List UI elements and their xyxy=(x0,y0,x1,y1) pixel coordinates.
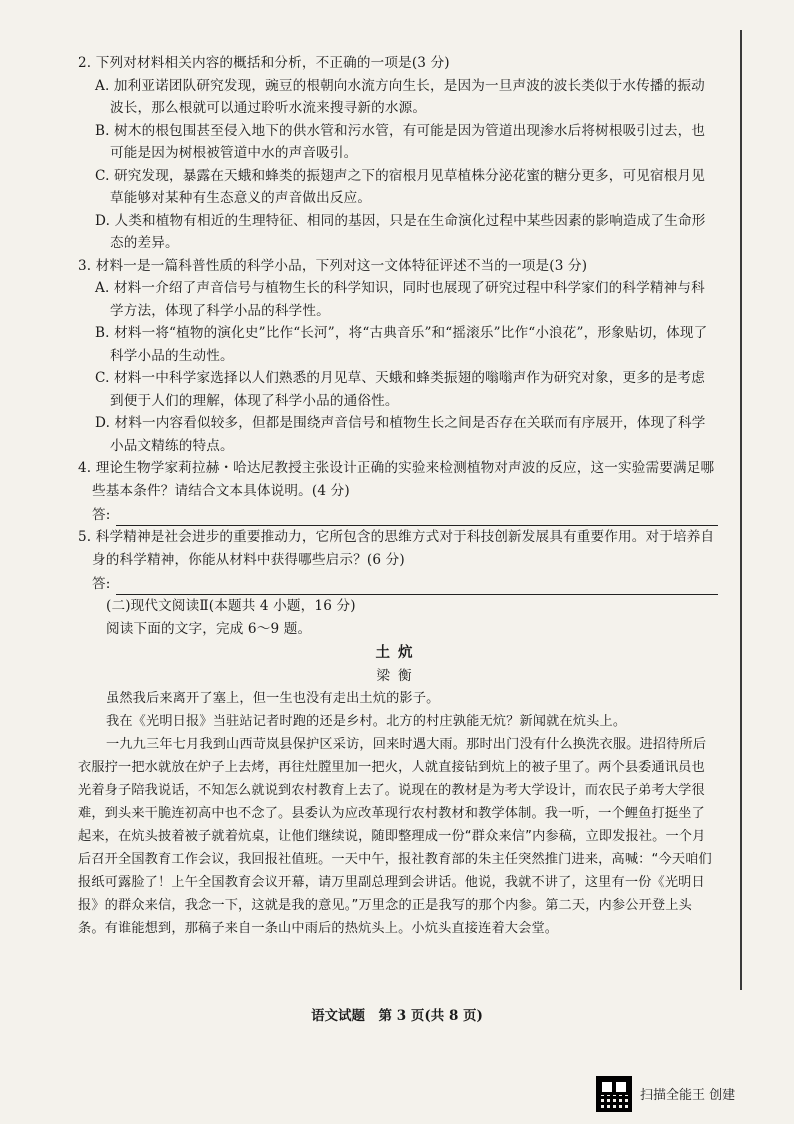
question-stem: 4. 理论生物学家莉拉赫・哈达尼教授主张设计正确的实验来检测植物对声波的反应，这一实验需要满足哪些基本条件？请结合文本具体说明。(4 分) xyxy=(78,460,715,499)
option-d: D. 人类和植物有相近的生理特征、相同的基因，只是在生命演化过程中某些因素的影响造成了生命形态的差异。 xyxy=(95,212,706,251)
exam-content xyxy=(78,52,718,940)
option-b: B. 材料一将“植物的演化史”比作“长河”，将“古典音乐”和“摇滚乐”比作“小浪花”，形象贴切，体现了科学小品的生动性。 xyxy=(95,325,708,364)
answer-line xyxy=(116,509,718,526)
section-heading: (二)现代文阅读Ⅱ(本题共 4 小题，16 分) xyxy=(106,598,356,614)
qr-code-icon xyxy=(596,1076,632,1112)
option-b: B. 树木的根包围甚至侵入地下的供水管和污水管，有可能是因为管道出现渗水后将树根吸引过去，也可能是因为树根被管道中水的声音吸引。 xyxy=(95,122,706,161)
question-2 xyxy=(78,52,718,255)
answer-area[interactable] xyxy=(78,502,718,526)
article-title: 土炕 xyxy=(375,644,421,661)
option-a: A. 加利亚诺团队研究发现，豌豆的根朝向水流方向生长，是因为一旦声波的波长类似于水传播的振动波长，那么根就可以通过聆听水流来搜寻新的水源。 xyxy=(95,77,705,116)
article-paragraph: 虽然我后来离开了塞上，但一生也没有走出土炕的影子。 xyxy=(106,691,440,706)
article-paragraph: 一九九三年七月我到山西苛岚县保护区采访，回来时遇大雨。那时出门没有什么换洗衣服。进招待所后衣服拧一把水就放在炉子上去烤，再往灶膛里加一把火，人就直接钻到炕上的被子里了。两个县委通讯员也光着身子陪我说话，不知怎么就说到农村教育上去了。说现在的教材是为考大学设计，而农民子弟考大学很难，到头来干脆连初高中也不念了。县委认为应改革现行农村教材和教学体制。我一听，一个鲤鱼打挺坐了起来，在炕头披着被子就着炕桌，让他们继续说，随即整理成一份“群众来信”内参稿，立即发报社。一个月后召开全国教育工作会议，我回报社值班。一天中午，报社教育部的朱主任突然推门进来，高喊：“今天咱们报纸可露脸了！上午全国教育会议开幕，请万里副总理到会讲话。他说，我就不讲了，这里有一份《光明日报》的群众来信，我念一下，这就是我的意见。”万里念的正是我写的那个内参。第二天，内参公开登上头条。有谁能想到，那稿子来自一条山中雨后的热炕头上。小炕头直接连着大会堂。 xyxy=(78,737,712,936)
option-c: C. 材料一中科学家选择以人们熟悉的月见草、天蛾和蜂类振翅的嗡嗡声作为研究对象，更多的是考虑到便于人们的理解，体现了科学小品的通俗性。 xyxy=(95,370,705,409)
article-author: 梁衡 xyxy=(376,667,420,684)
article-paragraph: 我在《光明日报》当驻站记者时跑的还是乡村。北方的村庄孰能无炕？新闻就在炕头上。 xyxy=(106,714,627,729)
section-instruction: 阅读下面的文字，完成 6～9 题。 xyxy=(106,620,312,637)
answer-line xyxy=(116,578,718,595)
page-edge-line xyxy=(740,30,742,990)
question-3 xyxy=(78,255,718,458)
question-stem: 2. 下列对材料相关内容的概括和分析，不正确的一项是(3 分) xyxy=(78,55,450,71)
answer-label: 答: xyxy=(92,575,111,592)
question-stem: 5. 科学精神是社会进步的重要推动力，它所包含的思维方式对于科技创新发展具有重要作用。对于培养自身的科学精神，你能从材料中获得哪些启示？(6 分) xyxy=(78,529,715,568)
question-stem: 3. 材料一是一篇科普性质的科学小品，下列对这一文体特征评述不当的一项是(3 分) xyxy=(78,257,588,274)
question-5 xyxy=(78,526,718,595)
article-body xyxy=(78,687,718,940)
scanner-watermark: 扫描全能王 创建 xyxy=(640,1088,736,1103)
answer-area[interactable] xyxy=(78,571,718,595)
answer-label: 答: xyxy=(92,506,111,523)
page-footer: 语文试题 第 3 页(共 8 页) xyxy=(311,1008,483,1024)
option-a: A. 材料一介绍了声音信号与植物生长的科学知识，同时也展现了研究过程中科学家们的科学精神与科学方法，体现了科学小品的科学性。 xyxy=(95,280,705,319)
option-c: C. 研究发现，暴露在天蛾和蜂类的振翅声之下的宿根月见草植株分泌花蜜的糖分更多，可见宿根月见草能够对某种有生态意义的声音做出反应。 xyxy=(95,167,705,206)
question-4 xyxy=(78,457,718,526)
option-d: D. 材料一内容看似较多，但都是围绕声音信号和植物生长之间是否存在关联而有序展开，体现了科学小品文精练的特点。 xyxy=(95,415,706,454)
